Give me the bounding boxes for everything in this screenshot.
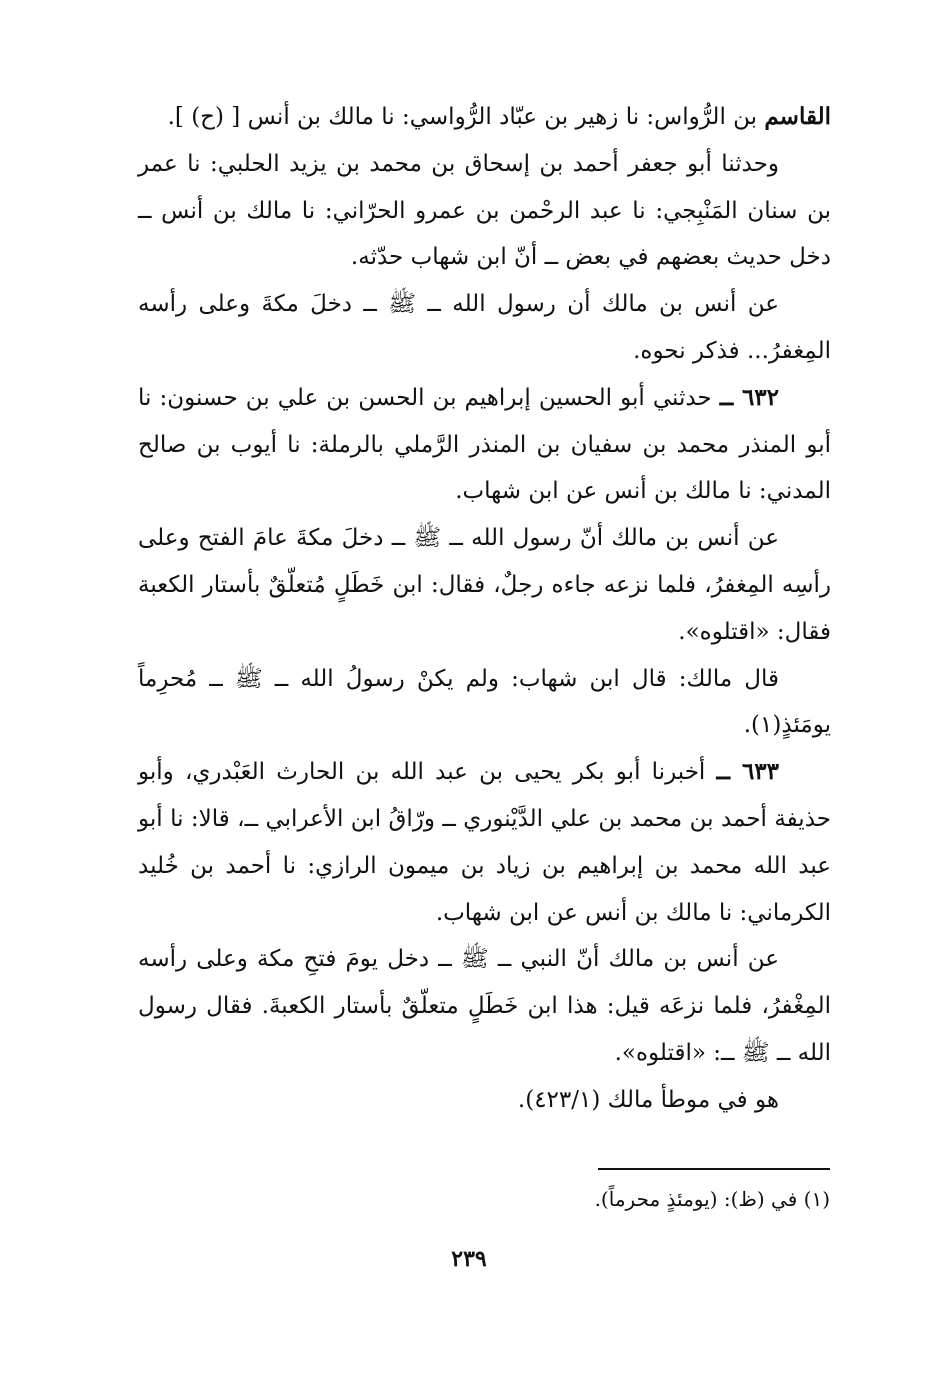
paragraph-matn-1: عن أنس بن مالك أن رسول الله ــ ﷺ ــ دخلَ مكةَ وعلى رأسه المِغفرُ... فذكر نحوه. bbox=[138, 291, 831, 364]
paragraph-text: بن الرُّواس: نا زهير بن عبّاد الرُّواسي: نا مالك بن أنس [ (ح) ]. bbox=[167, 104, 765, 130]
page-number: ٢٣٩ bbox=[451, 1246, 487, 1272]
footnote-divider bbox=[598, 1168, 830, 1170]
paragraph-isnad-2: وحدثنا أبو جعفر أحمد بن إسحاق بن محمد بن يزيد الحلبي: نا عمر بن سنان المَنْبِجي: نا عبد الرحْمن بن عمرو الحرّاني: نا مالك بن أنس ــ دخل حديث بعضهم في بعض ــ أنّ ابن شهاب حدّثه. bbox=[138, 150, 831, 271]
hadith-632 bbox=[138, 375, 831, 515]
paragraph-lead: القاسم bbox=[764, 103, 831, 130]
footnote: (١) في (ظ): (يومئذٍ محرماً). bbox=[594, 1187, 830, 1211]
hadith-633 bbox=[138, 749, 831, 936]
paragraph-reference: هو في موطأ مالك (٤٢٣/١). bbox=[517, 1086, 779, 1113]
paragraph-note-malik: قال مالك: قال ابن شهاب: ولم يكنْ رسولُ الله ــ ﷺ ــ مُحرِماً يومَئذٍ(١). bbox=[138, 665, 831, 739]
paragraph-text: حدثني أبو الحسين إبراهيم بن الحسن بن علي بن حسنون: نا أبو المنذر محمد بن سفيان بن المنذر الرَّملي بالرملة: نا أيوب بن صالح المدني: نا مالك بن أنس عن ابن شهاب. bbox=[138, 384, 831, 505]
hadith-number: ٦٣٣ ــ bbox=[716, 758, 779, 786]
hadith-number: ٦٣٢ ــ bbox=[719, 383, 779, 411]
paragraph-matn-3: عن أنس بن مالك أنّ النبي ــ ﷺ ــ دخل يومَ فتحِ مكة وعلى رأسه المِغْفرُ، فلما نزعَه قيل: هذا ابن خَطَلٍ متعلّقٌ بأستار الكعبةَ. فقال رسول الله ــ ﷺ ــ: «اقتلوه». bbox=[138, 946, 831, 1066]
paragraph-isnad-1 bbox=[138, 94, 831, 141]
paragraph-text: أخبرنا أبو بكر يحيى بن عبد الله بن الحارث العَبْدري، وأبو حذيفة أحمد بن محمد بن علي الدَّيْنوري ــ ورّاقُ ابن الأعرابي ــ، قالا: نا أبو عبد الله محمد بن إبراهيم بن زياد بن ميمون الرازي: نا أحمد بن خُليد الكرماني: نا مالك بن أنس عن ابن شهاب. bbox=[138, 759, 831, 926]
paragraph-matn-2: عن أنس بن مالك أنّ رسول الله ــ ﷺ ــ دخلَ مكةَ عامَ الفتح وعلى رأسِه المِغفرُ، فلما نزعه جاءه رجلٌ، فقال: ابن خَطَلٍ مُتعلّقٌ بأستار الكعبة فقال: «اقتلوه». bbox=[138, 525, 831, 645]
main-text bbox=[138, 94, 831, 1124]
